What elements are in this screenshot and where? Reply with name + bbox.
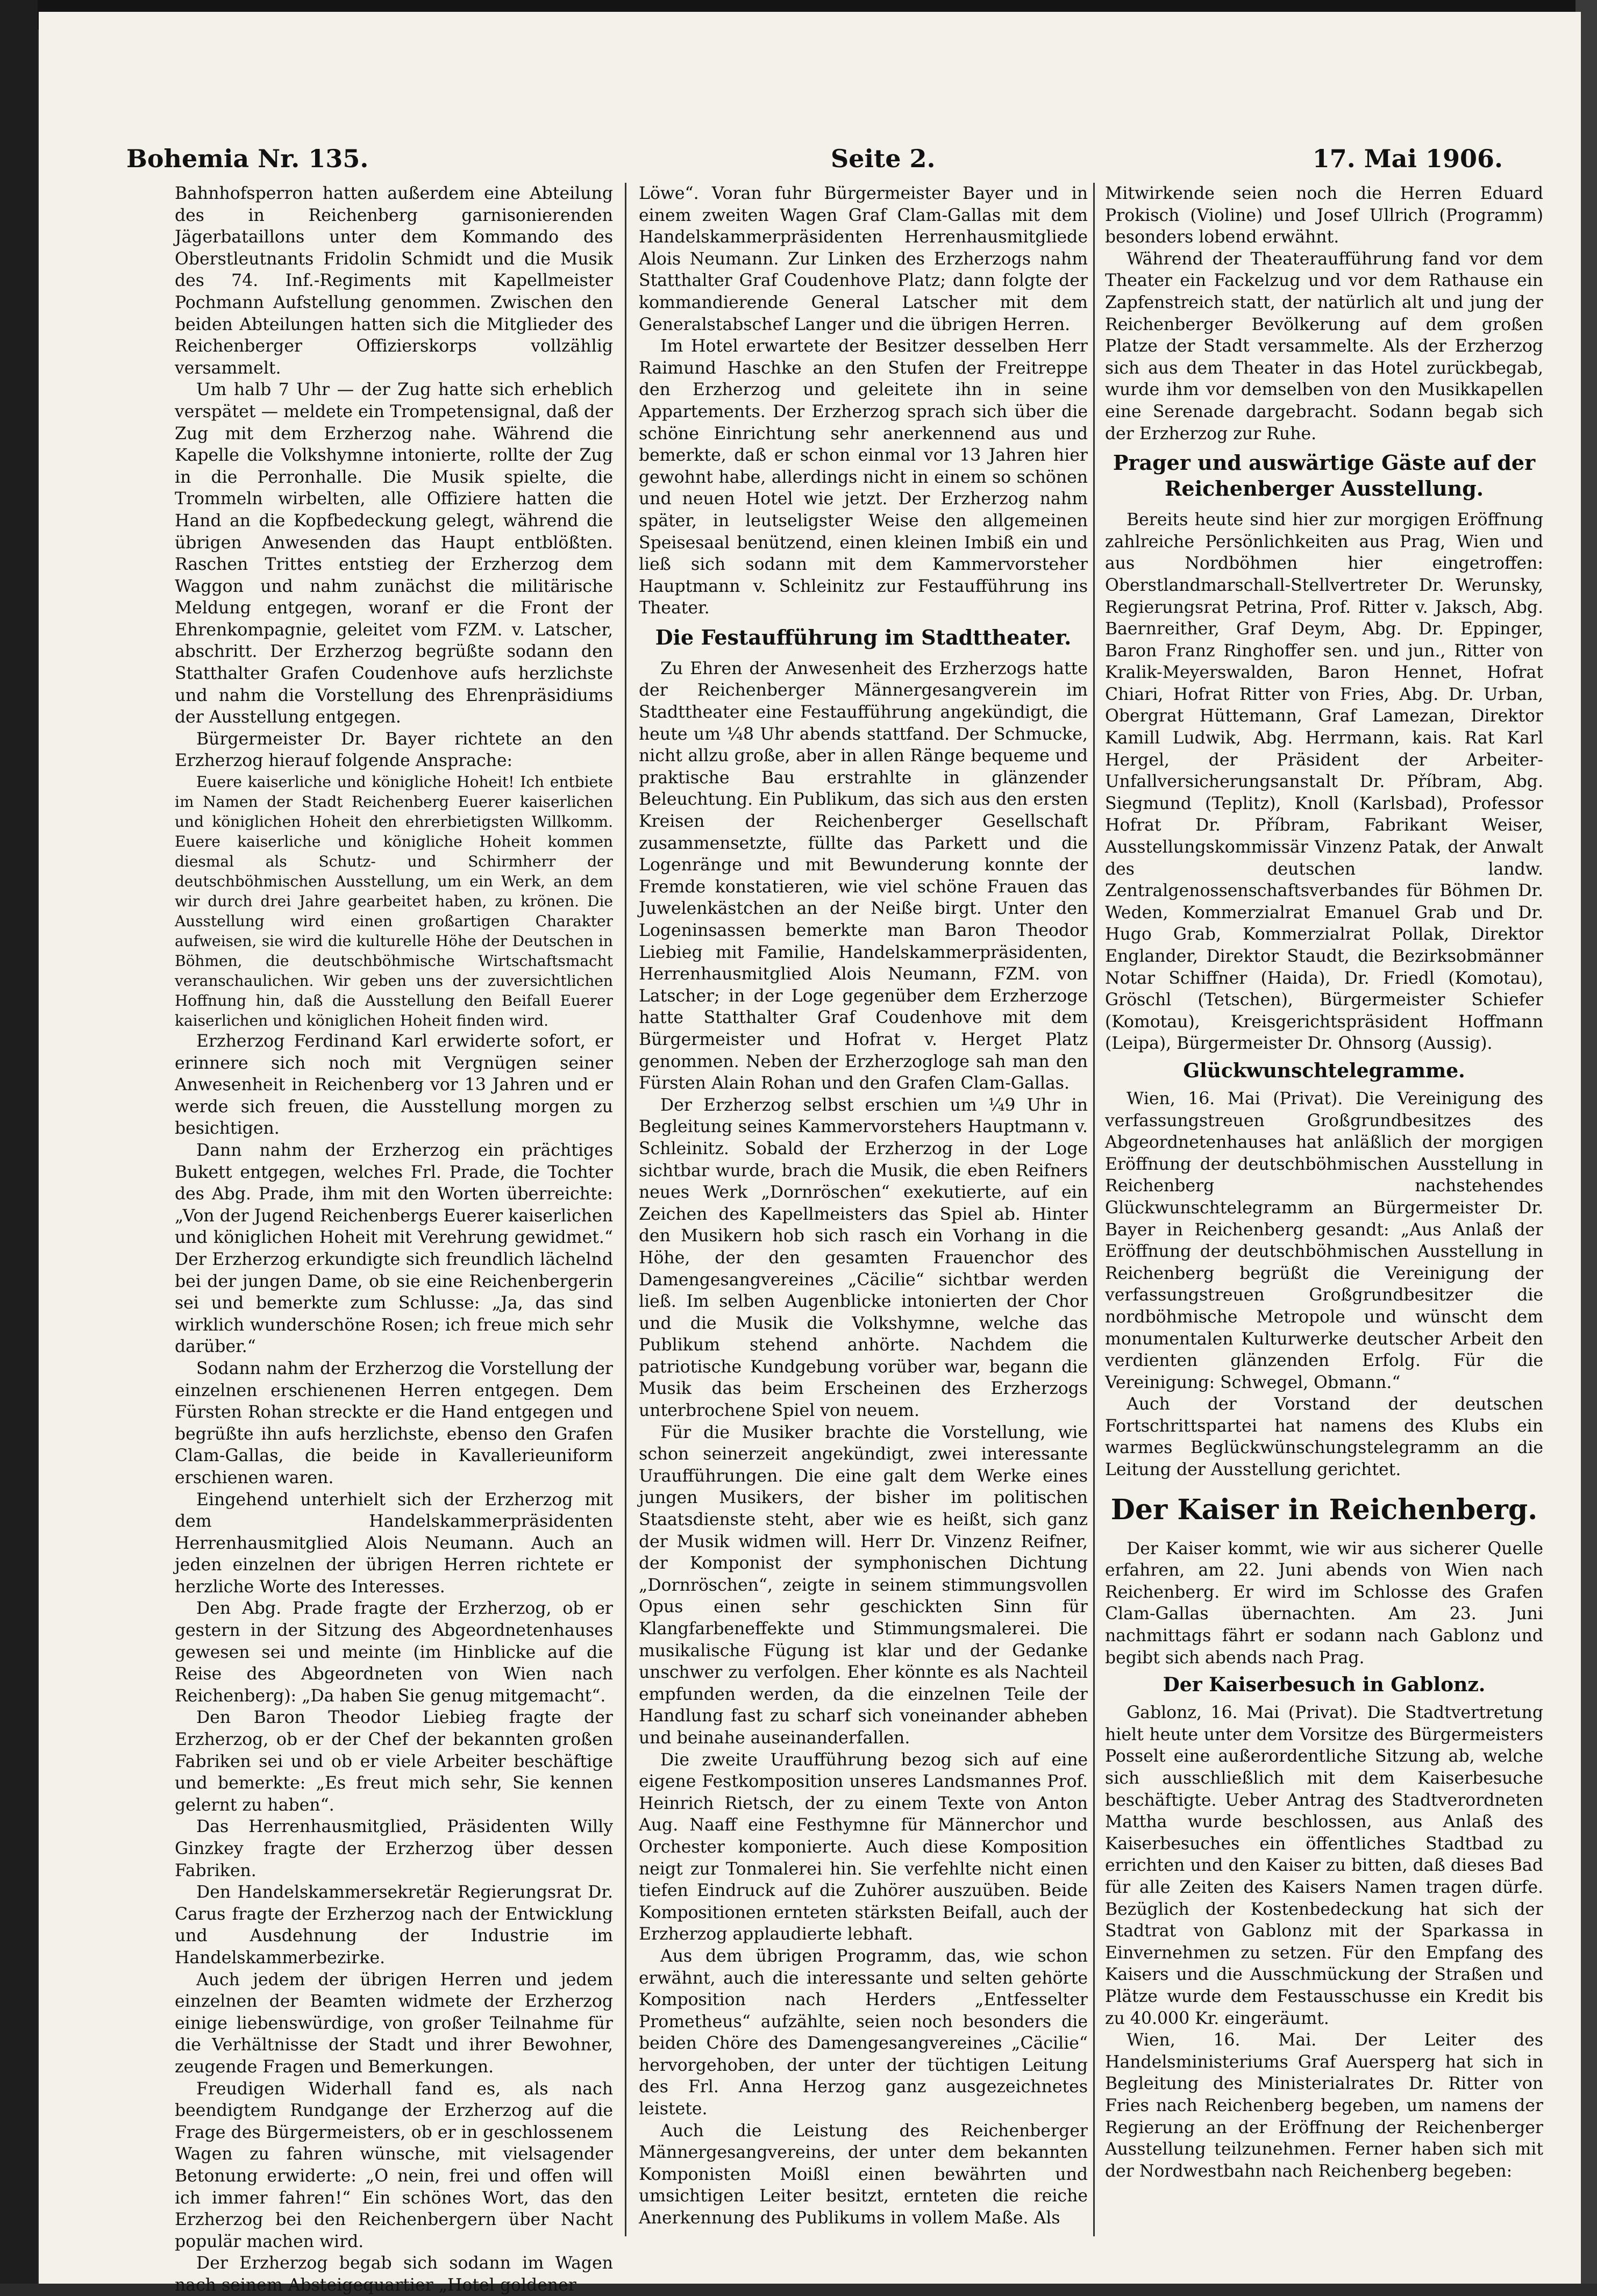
paragraph: Aus dem übrigen Programm, das, wie schon erwähnt, auch die interessante und selten gehörte Komposition nach Herders „Entfesselter Prometheus“ aufzählte, seien noch besonders die beiden Chöre des Damengesangvereines „Cäcilie“ hervorgehoben, der unter der tüchtigen Leitung des Frl. Anna Herzog ganz ausgezeichnetes leistete. bbox=[639, 1946, 1088, 2119]
paragraph: Sodann nahm der Erzherzog die Vorstellung der einzelnen erschienenen Herren entgegen. Dem Fürsten Rohan streckte er die Hand entgegen und begrüßte ihn aufs herzlichste, ebenso den Grafen Clam-Gallas, die beide in Kavallerieuniform erschienen waren. bbox=[175, 1358, 613, 1487]
column-rule-2 bbox=[1093, 183, 1095, 2236]
paragraph: Freudigen Widerhall fand es, als nach beendigtem Rundgange der Erzherzog auf die Frage des Bürgermeisters, ob er in geschlossenem Wagen zu fahren wünsche, mit vielsagender Betonung erwiderte: „O nein, frei und offen will ich immer fahren!“ Ein schönes Wort, das den Erzherzog bei den Reichenbergern über Nacht populär machen wird. bbox=[175, 2079, 613, 2251]
paragraph: Bereits heute sind hier zur morgigen Eröffnung zahlreiche Persönlichkeiten aus Prag, Wien und aus Nordböhmen hier eingetroffen: Oberstlandmarschall-Stellvertreter Dr. Werunsky, Regierungsrat Petrina, Prof. Ritter v. Jaksch, Abg. Baernreither, Graf Deym, Abg. Dr. Eppinger, Baron Franz Ringhoffer sen. und jun., Ritter von Kralik-Meyerswalden, Baron Hennet, Hofrat Chiari, Hofrat Ritter von Fries, Abg. Dr. Urban, Obergrat Hüttemann, Graf Lamezan, Direktor Kamill Ludwik, Abg. Herrmann, kais. Rat Karl Hergel, der Präsident der Arbeiter-Unfallversicherungsanstalt Dr. Příbram, Abg. Siegmund (Teplitz), Knoll (Karlsbad), Professor Hofrat Dr. Příbram, Fabrikant Weiser, Ausstellungskommissär Vinzenz Patak, der Anwalt des deutschen landw. Zentralgenossenschaftsverbandes für Böhmen Dr. Weden, Kommerzialrat Emanuel Grab und Dr. Hugo Grab, Kommerzialrat Pollak, Direktor Englander, Direktor Staudt, die Bezirksobmänner Notar Schiffner (Haida), Dr. Friedl (Komotau), Gröschl (Tetschen), Bürgermeister Schiefer (Komotau), Kreisgerichtspräsident Hoffmann (Leipa), Bürgermeister Dr. Ohnsorg (Aussig). bbox=[1105, 510, 1543, 1054]
section-heading-gaeste: Prager und auswärtige Gäste auf der Reichenberger Ausstellung. bbox=[1113, 450, 1536, 501]
paragraph: Das Herrenhausmitglied, Präsidenten Willy Ginzkey fragte der Erzherzog über dessen Fabriken. bbox=[175, 1817, 613, 1880]
paragraph: Den Handelskammersekretär Regierungsrat Dr. Carus fragte der Erzherzog nach der Entwicklung und Ausdehnung der Industrie im Handelskammerbezirke. bbox=[175, 1883, 613, 1968]
section-heading-kaiser: Der Kaiser in Reichenberg. bbox=[1110, 1493, 1538, 1526]
paragraph: Der Kaiser kommt, wie wir aus sicherer Quelle erfahren, am 22. Juni abends von Wien nach Reichenberg. Er wird im Schlosse des Grafen Clam-Gallas übernachten. Am 23. Juni nachmittags fährt er sodann nach Gablonz und begibt sich abends nach Prag. bbox=[1105, 1539, 1543, 1668]
paragraph: Den Abg. Prade fragte der Erzherzog, ob er gestern in der Sitzung des Abgeordnetenhauses gewesen sei und meinte (im Hinblicke auf die Reise des Abgeordneten von Wien nach Reichenberg): „Da haben Sie genug mitgemacht“. bbox=[175, 1599, 613, 1706]
column-2 bbox=[639, 183, 1088, 2236]
paragraph: Erzherzog Ferdinand Karl erwiderte sofort, er erinnere sich noch mit Vergnügen seiner Anwesenheit in Reichenberg vor 13 Jahren und er werde sich freuen, die Ausstellung morgen zu besichtigen. bbox=[175, 1032, 613, 1139]
speech-quote: Euere kaiserliche und königliche Hoheit! Ich entbiete im Namen der Stadt Reichenberg Euerer kaiserlichen und königlichen Hoheit den ehrerbietigsten Willkomm. Euere kaiserliche und königliche Hoheit kommen diesmal als Schutz- und Schirmherr der deutschböhmischen Ausstellung, um ein Werk, an dem wir durch drei Jahre gearbeitet haben, zu krönen. Die Ausstellung wird einen großartigen Charakter aufweisen, sie wird die kulturelle Höhe der Deutschen in Böhmen, die deutschböhmische Wirtschaftsmacht veranschaulichen. Wir geben uns der zuversichtlichen Hoffnung hin, daß die Ausstellung den Beifall Euerer kaiserlichen und königlichen Hoheit finden wird. bbox=[175, 773, 613, 1030]
section-heading-gablonz: Der Kaiserbesuch in Gablonz. bbox=[1163, 1673, 1486, 1697]
paragraph: Der Erzherzog begab sich sodann im Wagen nach seinem Absteigequartier „Hotel goldener bbox=[175, 2254, 613, 2295]
scan-left-border bbox=[0, 0, 38, 2284]
section-heading-glueckwunsch: Glückwunschtelegramme. bbox=[1183, 1059, 1465, 1082]
column-3 bbox=[1105, 183, 1543, 2236]
paragraph: Wien, 16. Mai (Privat). Die Vereinigung des verfassungstreuen Großgrundbesitzes des Abgeordnetenhauses hat anläßlich der morgigen Eröffnung der deutschböhmischen Ausstellung in Reichenberg nachstehendes Glückwunschtelegramm an Bürgermeister Dr. Bayer in Reichenberg gesandt: „Aus Anlaß der Eröffnung der deutschböhmischen Ausstellung in Reichenberg begrüßt die Vereinigung der verfassungstreuen Großgrundbesitzer die nordböhmische Metropole und wünscht dem monumentalen Kulturwerke deutscher Arbeit den verdienten glänzenden Erfolg. Für die Vereinigung: Schwegel, Obmann.“ bbox=[1105, 1089, 1543, 1392]
column-rule-1 bbox=[625, 183, 626, 2236]
paragraph: Bahnhofsperron hatten außerdem eine Abteilung des in Reichenberg garnisonierenden Jägerbataillons unter dem Kommando des Oberstleutnants Fridolin Schmidt und die Musik des 74. Inf.-Regiments mit Kapellmeister Pochmann Aufstellung genommen. Zwischen den beiden Abteilungen hatten sich die Mitglieder des Reichenberger Offizierskorps vollzählig versammelt. bbox=[175, 184, 613, 378]
paragraph: Dann nahm der Erzherzog ein prächtiges Bukett entgegen, welches Frl. Prade, die Tochter des Abg. Prade, ihm mit den Worten überreichte: „Von der Jugend Reichenbergs Euerer kaiserlichen und königlichen Hoheit mit Verehrung gewidmet.“ Der Erzherzog erkundigte sich freundlich lächelnd bei der jungen Dame, ob sie eine Reichenbergerin sei und bemerkte zum Schlusse: „Ja, das sind wirklich wunderschöne Rosen; ich freue mich sehr darüber.“ bbox=[175, 1141, 613, 1357]
paragraph: Wien, 16. Mai. Der Leiter des Handelsministeriums Graf Auersperg hat sich in Begleitung des Ministerialrates Dr. Ritter von Fries nach Reichenberg begeben, um namens der Regierung an der Eröffnung der Reichenberger Ausstellung teilzunehmen. Ferner haben sich mit der Nordwestbahn nach Reichenberg begeben: bbox=[1105, 2030, 1543, 2181]
paragraph: Eingehend unterhielt sich der Erzherzog mit dem Handelskammerpräsidenten Herrenhausmitglied Alois Neumann. Auch an jeden einzelnen der übrigen Herren richtete er herzliche Worte des Interesses. bbox=[175, 1490, 613, 1597]
page-number: Seite 2. bbox=[831, 144, 936, 173]
paragraph: Gablonz, 16. Mai (Privat). Die Stadtvertretung hielt heute unter dem Vorsitze des Bürgermeisters Posselt eine außerordentliche Sitzung ab, welche sich ausschließlich mit dem Kaiserbesuche beschäftigte. Ueber Antrag des Stadtverordneten Mattha wurde beschlossen, aus Anlaß des Kaiserbesuches ein öffentliches Stadtbad zu errichten und den Kaiser zu bitten, daß dieses Bad für alle Zeiten des Kaisers Namen tragen dürfe. Bezüglich der Kostenbedeckung hat sich der Stadtrat von Gablonz mit der Sparkassa in Einvernehmen zu setzen. Für den Empfang des Kaisers und die Ausschmückung der Straßen und Plätze wurde dem Festausschusse ein Kredit bis zu 40.000 Kr. eingeräumt. bbox=[1105, 1703, 1543, 2028]
paragraph: Auch jedem der übrigen Herren und jedem einzelnen der Beamten widmete der Erzherzog einige liebenswürdige, von großer Teilnahme für die Verhältnisse der Stadt und ihrer Bewohner, zeugende Fragen und Bemerkungen. bbox=[175, 1970, 613, 2077]
paragraph: Bürgermeister Dr. Bayer richtete an den Erzherzog hierauf folgende Ansprache: bbox=[175, 729, 613, 771]
paragraph: Im Hotel erwartete der Besitzer desselben Herr Raimund Haschke an den Stufen der Freitreppe den Erzherzog und geleitete ihn in seine Appartements. Der Erzherzog sprach sich über die schöne Einrichtung sehr anerkennend aus und bemerkte, daß er schon einmal vor 13 Jahren hier gewohnt habe, allerdings nicht in einem so schönen und neuen Hotel wie jetzt. Der Erzherzog nahm später, in leutseligster Weise den allgemeinen Speisesaal benützend, einen kleinen Imbiß ein und ließ sich sodann mit dem Kammervorsteher Hauptmann v. Schleinitz zur Festaufführung ins Theater. bbox=[639, 337, 1088, 618]
page-header bbox=[126, 139, 1503, 182]
paragraph: Während der Theateraufführung fand vor dem Theater ein Fackelzug und vor dem Rathause ein Zapfenstreich statt, der natürlich alt und jung der Reichenberger Bevölkerung auf dem großen Platze der Stadt versammelte. Als der Erzherzog sich aus dem Theater in das Hotel zurückbegab, wurde ihm vor demselben von den Musikkapellen eine Serenade dargebracht. Sodann begab sich der Erzherzog zur Ruhe. bbox=[1105, 249, 1543, 444]
paragraph: Der Erzherzog selbst erschien um ¼9 Uhr in Begleitung seines Kammervorstehers Hauptmann v. Schleinitz. Sobald der Erzherzog in der Loge sichtbar wurde, brach die Musik, die eben Reifners neues Werk „Dornröschen“ exekutierte, auf ein Zeichen des Kapellmeisters das Spiel ab. Hinter den Musikern hob sich rasch ein Vorhang in die Höhe, der den gesamten Frauenchor des Damengesangvereines „Cäcilie“ sichtbar werden ließ. Im selben Augenblicke intonierten der Chor und die Musik die Volkshymne, welche das Publikum stehend anhörte. Nachdem die patriotische Kundgebung vorüber war, begann die Musik das beim Erscheinen des Erzherzogs unterbrochene Spiel von neuem. bbox=[639, 1095, 1088, 1421]
column-1 bbox=[175, 183, 613, 2295]
paragraph: Auch der Vorstand der deutschen Fortschrittspartei hat namens des Klubs ein warmes Beglückwünschungstelegramm an die Leitung der Ausstellung gerichtet. bbox=[1105, 1394, 1543, 1480]
paragraph: Um halb 7 Uhr — der Zug hatte sich erheblich verspätet — meldete ein Trompetensignal, daß der Zug mit dem Erzherzog nahe. Während die Kapelle die Volkshymne intonierte, rollte der Zug in die Perronhalle. Die Musik spielte, die Trommeln wirbelten, alle Offiziere hatten die Hand an die Kopfbedeckung gelegt, während die übrigen Anwesenden das Haupt entblößten. Raschen Trittes entstieg der Erzherzog dem Waggon und nahm zunächst die militärische Meldung entgegen, woranf er die Front der Ehrenkompagnie, geleitet vom FZM. v. Latscher, abschritt. Der Erzherzog begrüßte sodann den Statthalter Grafen Coudenhove aufs herzlichste und nahm die Vorstellung des Ehrenpräsidiums der Ausstellung entgegen. bbox=[175, 380, 613, 727]
paragraph: Mitwirkende seien noch die Herren Eduard Prokisch (Violine) und Josef Ullrich (Programm) besonders lobend erwähnt. bbox=[1105, 184, 1543, 247]
paragraph: Zu Ehren der Anwesenheit des Erzherzogs hatte der Reichenberger Männergesangverein im Stadttheater eine Festaufführung angekündigt, die heute um ¼8 Uhr abends stattfand. Der Schmucke, nicht allzu große, aber in allen Ränge bequeme und praktische Bau erstrahlte in glänzender Beleuchtung. Ein Publikum, das sich aus den ersten Kreisen der Reichenberger Gesellschaft zusammensetzte, füllte das Parkett und die Logenränge und mit Bewunderung konnte der Fremde konstatieren, wie viel schöne Frauen das Juwelenkästchen an der Neiße birgt. Unter den Logeninsassen bemerkte man Baron Theodor Liebieg mit Familie, Handelskammerpräsidenten, Herrenhausmitglied Alois Neumann, FZM. von Latscher; in der Loge gegenüber dem Erzherzoge hatte Statthalter Graf Coudenhove mit dem Bürgermeister und Hofrat v. Herget Platz genommen. Neben der Erzherzogloge sah man den Fürsten Alain Rohan und den Grafen Clam-Gallas. bbox=[639, 659, 1088, 1093]
section-heading-festauffuehrung: Die Festaufführung im Stadttheater. bbox=[655, 625, 1072, 649]
publication-name: Bohemia Nr. 135. bbox=[126, 144, 369, 173]
paragraph: Für die Musiker brachte die Vorstellung, wie schon seinerzeit angekündigt, zwei interessante Uraufführungen. Die eine galt dem Werke eines jungen Musikers, der bisher im politischen Staatsdienste steht, aber wie es heißt, sich ganz der Musik widmen will. Herr Dr. Vinzenz Reifner, der Komponist der symphonischen Dichtung „Dornröschen“, zeigte in seinem stimmungsvollen Opus einen sehr geschickten Sinn für Klangfarbeneffekte und Stimmungsmalerei. Die musikalische Fügung ist klar und der Gedanke unschwer zu verfolgen. Eher könnte es als Nachteil empfunden werden, da die einzelnen Teile der Handlung fast zu scharf sich voneinander abheben und beinahe auseinanderfallen. bbox=[639, 1422, 1088, 1748]
paragraph: Auch die Leistung des Reichenberger Männergesangvereins, der unter dem bekannten Komponisten Moißl einen bewährten und umsichtigen Leiter besitzt, ernteten die reiche Anerkennung des Publikums in vollem Maße. Als bbox=[639, 2121, 1088, 2228]
paragraph: Die zweite Uraufführung bezog sich auf eine eigene Festkomposition unseres Landsmannes Prof. Heinrich Rietsch, der zu einem Texte von Anton Aug. Naaff eine Festhymne für Männerchor und Orchester komponierte. Auch diese Komposition neigt zur Tonmalerei hin. Sie verfehlte nicht einen tiefen Eindruck auf die Zuhörer auszuüben. Beide Kompositionen ernteten stärksten Beifall, auch der Erzherzog applaudierte lebhaft. bbox=[639, 1750, 1088, 1944]
issue-date: 17. Mai 1906. bbox=[1312, 144, 1503, 173]
paragraph: Löwe“. Voran fuhr Bürgermeister Bayer und in einem zweiten Wagen Graf Clam-Gallas mit dem Handelskammerpräsidenten Herrenhausmitgliede Alois Neumann. Zur Linken des Erzherzogs nahm Statthalter Graf Coudenhove Platz; dann folgte der kommandierende General Latscher mit dem Generalstabschef Langer und die übrigen Herren. bbox=[639, 184, 1088, 334]
paragraph: Den Baron Theodor Liebieg fragte der Erzherzog, ob er der Chef der bekannten großen Fabriken sei und ob er viele Arbeiter beschäftige und bemerkte: „Es freut mich sehr, Sie kennen gelernt zu haben“. bbox=[175, 1708, 613, 1815]
